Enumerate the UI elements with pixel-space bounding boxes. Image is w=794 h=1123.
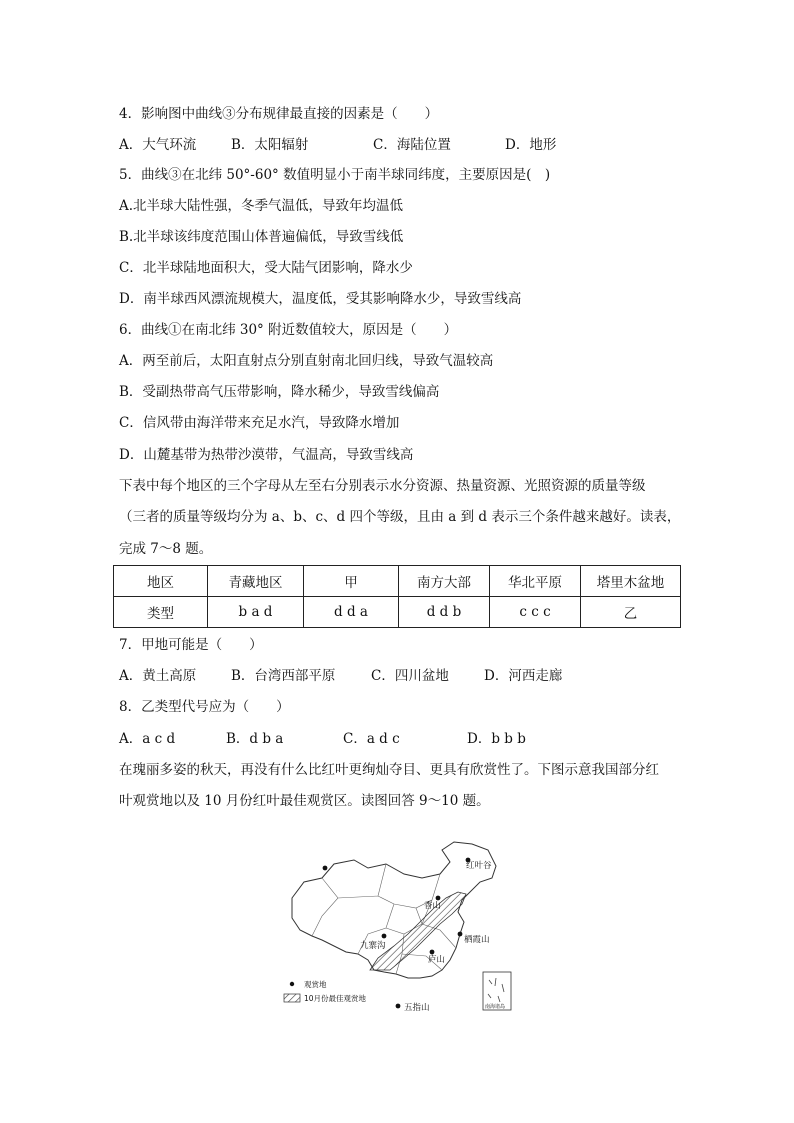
q4-option-a: A．大气环流 [119,137,197,153]
q5-stem: 5．曲线③在北纬 50°-60° 数值明显小于南半球同纬度，主要原因是( ) [119,167,551,183]
legend-dot-icon [290,982,294,986]
table-cell: 塔里木盆地 [581,566,681,597]
place-label: 红叶谷 [466,861,492,871]
legend-hatch-swatch [284,994,300,1002]
q7-option-a: A．黄土高原 [119,668,197,684]
q4-options [119,136,556,154]
place-label: 香山 [424,901,442,911]
q8-option-c: C．a d c [343,731,400,747]
table-row [114,597,681,628]
table-header-row [114,566,681,597]
q6-option-d: D．山麓基带为热带沙漠带，气温高，导致雪线高 [119,447,414,463]
q6-option-b: B．受副热带高气压带影响，降水稀少，导致雪线偏高 [119,384,440,400]
q5-option-b: B.北半球该纬度范围山体普遍偏低，导致雪线低 [119,229,404,245]
q8-options [119,730,526,748]
site-dot [436,896,441,901]
site-dot [382,934,387,939]
place-label: 庐山 [428,955,446,965]
table-cell: d d a [304,597,399,628]
table-cell: 南方大部 [399,566,490,597]
table-cell: 华北平原 [490,566,581,597]
q4-stem: 4．影响图中曲线③分布规律最直接的因素是（ ） [119,106,439,122]
inset-label: 南海诸岛 [485,1004,506,1010]
place-label: 九寨沟 [360,941,386,951]
intro-7-8-line-1: 下表中每个地区的三个字母从左至右分别表示水分资源、热量资源、光照资源的质量等级 [119,478,646,494]
q7-option-c: C．四川盆地 [371,668,449,684]
intro-7-8-line-3: 完成 7～8 题。 [119,541,213,557]
q8-option-b: B．d b a [226,731,284,747]
viewing-sites [323,858,471,1009]
resource-grade-table [113,565,681,628]
best-viewing-area [370,892,466,970]
table-cell: 乙 [581,597,681,628]
place-label: 栖霞山 [464,935,490,945]
site-dot [396,1004,401,1009]
legend-label-site: 观赏地 [304,980,327,989]
site-dot [323,866,328,871]
q8-stem: 8．乙类型代号应为（ ） [119,699,290,715]
q5-option-c: C．北半球陆地面积大，受大陆气团影响，降水少 [119,260,413,276]
table-cell: d d b [399,597,490,628]
table-cell: b a d [208,597,304,628]
china-red-leaf-map [282,838,517,1014]
q7-option-d: D．河西走廊 [484,668,563,684]
q8-option-d: D．b b b [467,731,526,747]
intro-7-8-line-2: （三者的质量等级均分为 a、b、c、d 四个等级，且由 a 到 d 表示三个条件越来越好。读表， [119,509,681,525]
table-cell: 青藏地区 [208,566,304,597]
q8-option-a: A．a c d [119,731,176,747]
q5-option-d: D．南半球西风漂流规模大，温度低，受其影响降水少，导致雪线高 [119,291,522,307]
q6-stem: 6．曲线①在南北纬 30° 附近数值较大，原因是（ ） [119,322,458,338]
q4-option-c: C．海陆位置 [373,137,451,153]
table-cell: 甲 [304,566,399,597]
site-dot [458,932,463,937]
table-cell: 类型 [114,597,208,628]
q6-option-a: A．两至前后，太阳直射点分别直射南北回归线，导致气温较高 [119,353,494,369]
q4-option-d: D．地形 [505,137,557,153]
q6-option-c: C．信风带由海洋带来充足水汽，导致降水增加 [119,415,400,431]
q5-option-a: A.北半球大陆性强，冬季气温低，导致年均温低 [119,198,404,214]
place-label: 五指山 [404,1003,430,1013]
q7-option-b: B．台湾西部平原 [231,668,336,684]
table-cell: c c c [490,597,581,628]
q4-option-b: B．太阳辐射 [231,137,309,153]
legend-label-area: 10月份最佳观赏地 [304,994,367,1003]
table-cell: 地区 [114,566,208,597]
q7-stem: 7．甲地可能是（ ） [119,637,263,653]
site-dot [430,950,435,955]
intro-9-10-line-2: 叶观赏地以及 10 月份红叶最佳观赏区。读图回答 9～10 题。 [119,793,490,809]
intro-9-10-line-1: 在瑰丽多姿的秋天，再没有什么比红叶更绚灿夺目、更具有欣赏性了。下图示意我国部分红 [119,762,659,778]
q7-options [119,667,562,685]
